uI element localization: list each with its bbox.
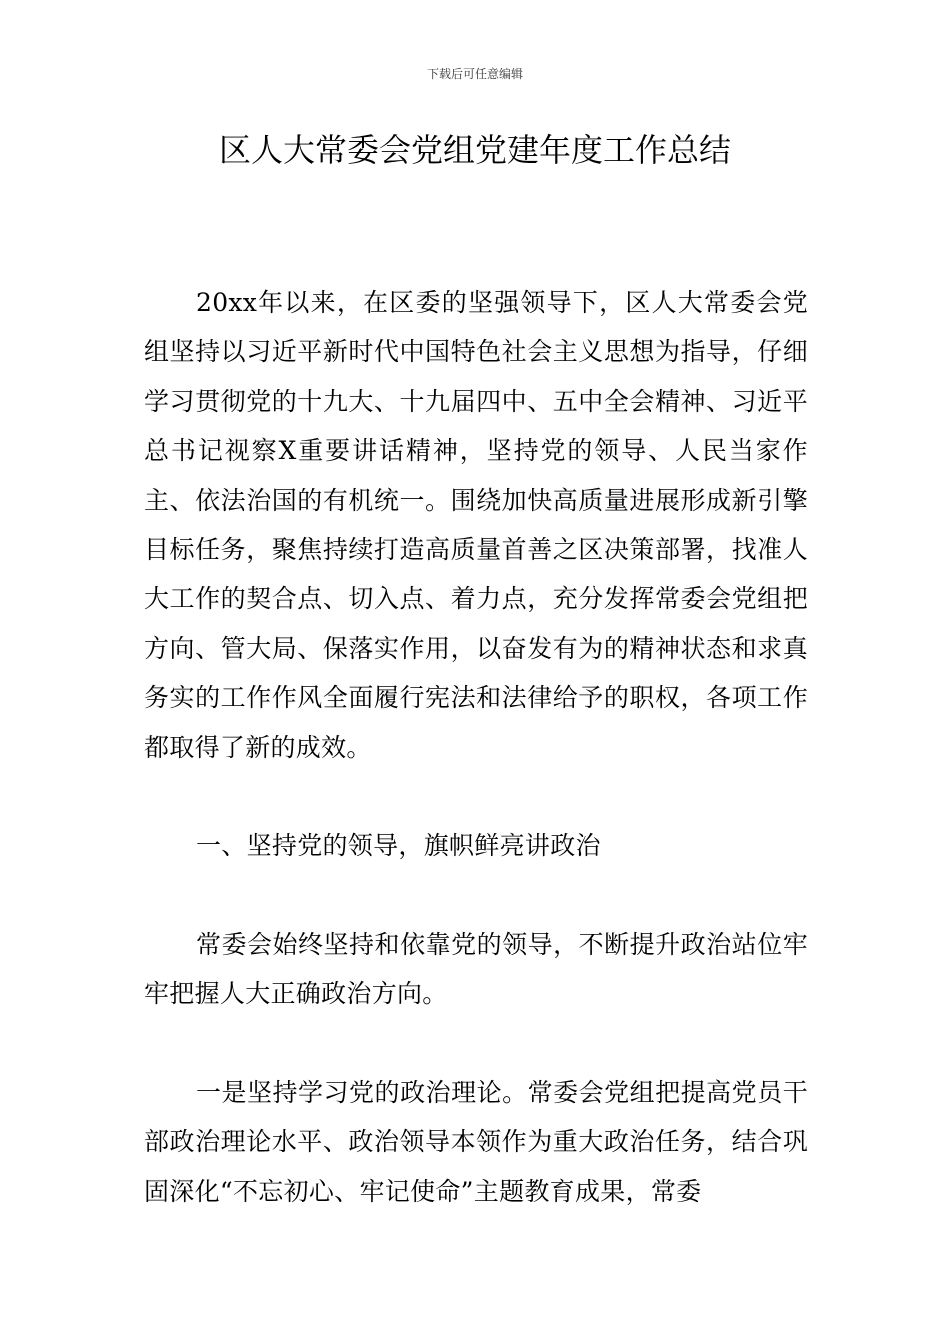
- paragraph-intro: 20xx年以来，在区委的坚强领导下，区人大常委会党组坚持以习近平新时代中国特色社会主义思想为指导，仔细学习贯彻党的十九大、十九届四中、五中全会精神、习近平总书记视察X重要讲话精神，坚持党的领导、人民当家作主、依法治国的有机统一。围绕加快高质量进展形成新引擎目标任务，聚焦持续打造高质量首善之区决策部署，找准人大工作的契合点、切入点、着力点，充分发挥常委会党组把方向、管大局、保落实作用，以奋发有为的精神状态和求真务实的工作作风全面履行宪法和法律给予的职权，各项工作都取得了新的成效。: [144, 288, 808, 762]
- paragraph-point-1: 一是坚持学习党的政治理论。常委会党组把提高党员干部政治理论水平、政治领导本领作为重大政治任务，结合巩固深化“不忘初心、牢记使命”主题教育成果，常委: [144, 1078, 808, 1206]
- section-heading-1: 一、坚持党的领导，旗帜鲜亮讲政治: [196, 831, 601, 860]
- document-title: 区人大常委会党组党建年度工作总结: [218, 131, 731, 169]
- paragraph-section1-summary: 常委会始终坚持和依靠党的领导，不断提升政治站位牢牢把握人大正确政治方向。: [144, 930, 808, 1009]
- header-note: 下载后可任意编辑: [426, 67, 523, 81]
